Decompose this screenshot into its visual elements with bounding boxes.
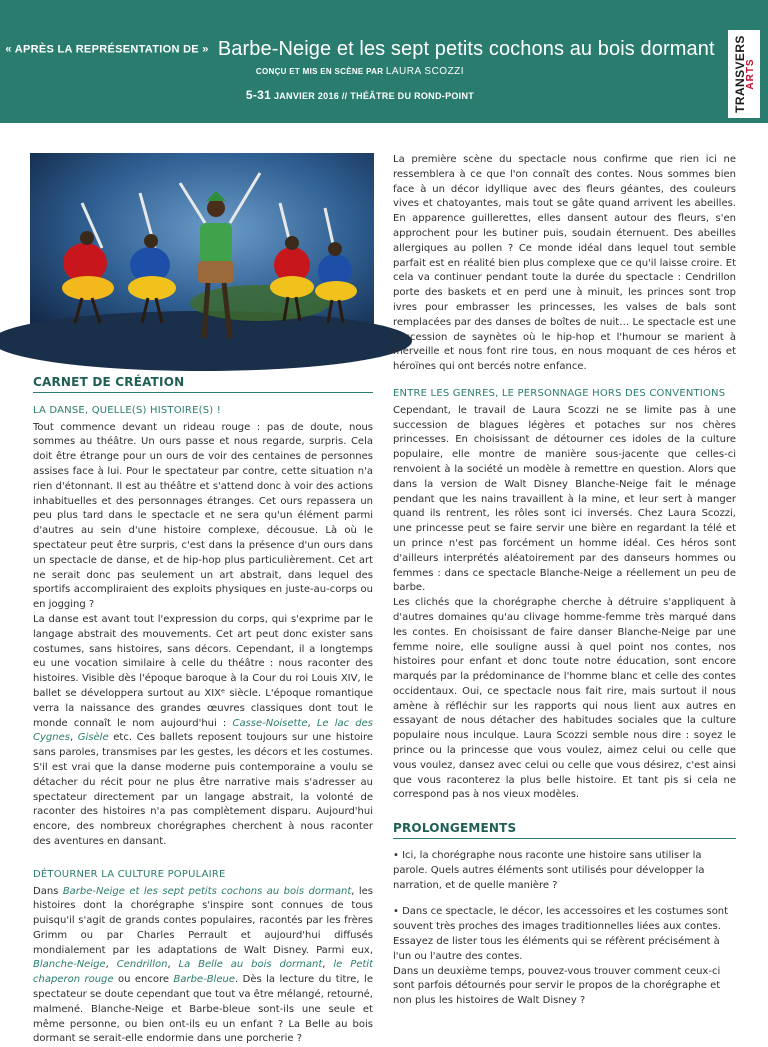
venue: JANVIER 2016 // THÉÂTRE DU ROND-POINT: [274, 91, 474, 101]
prolongement-item-2: • Dans ce spectacle, le décor, les accessoires et les costumes sont souvent très proches des images traditionnelles liées aux contes. Essayez de lister tous les éléments qui se réfèrent précisément à l'un ou l'autre des contes.: [393, 905, 736, 964]
title-line: [0, 38, 720, 61]
paragraph-genres-1: Cependant, le travail de Laura Scozzi ne se limite pas à une succession de blagues légères et potaches sur nos chères princesses. En choisissant de détourner ces idoles de la culture populaire, elle montre de manière sous-jacente que celles-ci renvoient à la société un modèle à remettre en question. Alors que dans la version de Walt Disney Blanche-Neige fait le ménage pendant que les nains travaillent à la mine, et leur sert à manger quand ils rentrent, les rôles sont ici inversés. Chez Laura Scozzi, une princesse peut se faire servir une bière en regardant la télé et un prince n'est pas forcément un homme idéal. Ces héros sont d'ailleurs interprétés aléatoirement par des danseurs hommes ou femmes : dans ce spectacle Blanche-Neige a réellement un peu de barbe.: [393, 404, 736, 596]
carnet-title: CARNET DE CRÉATION: [33, 375, 373, 393]
logo-text-top: TRANSVERS: [734, 35, 746, 113]
work-title: Barbe-Neige et les sept petits cochons au bois dormant: [63, 886, 351, 897]
subheading-danse: LA DANSE, QUELLE(S) HISTOIRE(S) !: [33, 404, 373, 419]
subheading-culture: DÉTOURNER LA CULTURE POPULAIRE: [33, 868, 373, 883]
title-prefix: « APRÈS LA REPRÉSENTATION DE »: [5, 44, 208, 56]
prolongements-list: [393, 849, 736, 1009]
work-title: Cendrillon: [117, 959, 168, 970]
paragraph-intro: La première scène du spectacle nous confirme que rien ici ne ressemblera à ce que l'on connaît des contes. Nous sommes bien face à un décor idyllique avec des fleurs géantes, des couleurs vives et chatoyantes, mais tout se gâte quand arrivent les abeilles. En apparence guillerettes, elles dansent autour des fleurs, s'en approchent pour les butiner puis, soudain éternuent. Des abeilles allergiques au pollen ? Ce monde idéal dans lequel tout semble parfait est en réalité bien plus complexe que ce qu'il laisse croire. Et cela va continuer pendant toute la durée du spectacle : Cendrillon porte des baskets et en perd une à minuit, les princes sont trop ivres pour embrasser les princesses, les valses de bals sont remplacées par des danses de boîtes de nuit… Le spectacle est une succession de saynètes où le hip-hop et l'humour se marient à merveille et nous font rire tous, en nous moquant de ces héros et héroïnes qui ont bercés notre enfance.: [393, 153, 736, 375]
text-segment: etc. Ces ballets reposent toujours sur une histoire sans paroles, transmises par les gestes, les décors et les costumes. S'il est vrai que la danse moderne puis contemporaine a voulu se détacher du récit pour ne plus être narrative mais s'adresser au spectateur directement par un langage abstrait, la volonté de raconter des histoires n'a pas complètement disparu. Aujourd'hui encore, des nombreux chorégraphes cherchent à nous raconter des aventures en dansant.: [33, 732, 373, 847]
work-title: Le lac des Cygnes: [33, 718, 373, 744]
text-segment: , les histoires dont la chorégraphe s'inspire sont connues de tous puisqu'il s'agit de grands contes populaires, racontés par les frères Grimm ou par Charles Perrault et aujourd'hui diffusés mondialement par les adaptations de Walt Disney. Parmi eux,: [33, 886, 373, 956]
paragraph-danse-1: Tout commence devant un rideau rouge : pas de doute, nous sommes au théâtre. Un ours passe et nous regarde, surpris. Cela doit être étrange pour un ours de voir des centaines de personnes assises face à lui. Pour le spectateur par contre, cette situation n'a rien d'étonnant. Il est au théâtre et s'attend donc à voir des actions inhabituelles et des personnages étranges. Cet ours repassera un peu plus tard dans le spectacle et ne sera qu'un élément parmi d'autres au sein d'une histoire complexe, décousue. Là où le spectateur peut être surpris, c'est dans la présence d'un ours dans un spectacle de danse, et de hip-hop plus particulièrement. Cet art ne serait donc pas seulement un art abstrait, dans lequel des sportifs accompliraient des exploits physiques en juste-au-corps ou en jogging ?: [33, 421, 373, 613]
dates: 5-31: [246, 88, 271, 102]
work-title: le Petit chaperon rouge: [33, 959, 373, 985]
text-segment: La danse est avant tout l'expression du corps, qui s'exprime par le langage abstrait des mouvements. Cet art peut donc exister sans costumes, sans histoires, sans décors. Cependant, il a longtemps eu une vocation similaire à celle du théâtre : nous raconter des histoires. Visible dès l'époque baroque à la Cour du roi Louis XIV, le ballet se développera surtout au XIXᵉ siècle. L'époque romantique verra la naissance des grandes œuvres classiques dont tout le monde connaît le nom aujourd'hui :: [33, 614, 373, 729]
credit-line: [0, 66, 720, 77]
logo-text-bottom: ARTS: [746, 35, 756, 113]
performance-photo: [30, 153, 374, 355]
transversarts-logo: [728, 30, 760, 118]
text-segment: Dans: [33, 886, 63, 897]
prolongements-title: PROLONGEMENTS: [393, 821, 736, 839]
work-title: Casse-Noisette: [232, 718, 307, 729]
prolongement-item-1: • Ici, la chorégraphe nous raconte une histoire sans utiliser la parole. Quels autres éléments sont utilisés pour développer la narration, et de quelle manière ?: [393, 849, 736, 893]
paragraph-culture: Dans Barbe-Neige et les sept petits cochons au bois dormant, les histoires dont la chorégraphe s'inspire sont connues de tous puisqu'il s'agit de grands contes populaires, racontés par les frères Grimm ou par Charles Perrault et aujourd'hui diffusés mondialement par les adaptations de Walt Disney. Parmi eux, Blanche-Neige, Cendrillon, La Belle au bois dormant, le Petit chaperon rouge ou encore Barbe-Bleue. Dès la lecture du titre, le spectateur se doute cependant que tout va être mélangé, retourné, malmené. Blanche-Neige et Barbe-bleue sont-ils une seule et même personne, ou bien ont-ils eu un enfant ? La Belle au bois dormant se serait-elle endormie dans une porcherie ?: [33, 885, 373, 1047]
work-title: Barbe-Bleue: [173, 974, 235, 985]
subheading-genres: ENTRE LES GENRES, LE PERSONNAGE HORS DES CONVENTIONS: [393, 387, 736, 402]
date-line: [0, 88, 720, 102]
work-title: Blanche-Neige: [33, 959, 106, 970]
prolongement-item-3: Dans un deuxième temps, pouvez-vous trouver comment ceux-ci sont parfois détournés pour servir le propos de la chorégraphe et non plus les histoires de Walt Disney ?: [393, 965, 736, 1009]
credit-name: LAURA SCOZZI: [386, 66, 464, 77]
paragraph-danse-2: La danse est avant tout l'expression du corps, qui s'exprime par le langage abstrait des mouvements. Cet art peut donc exister sans costumes, sans histoires, sans décors. Cependant, il a longtemps eu une vocation similaire à celle du théâtre : nous raconter des histoires. Visible dès l'époque baroque à la Cour du roi Louis XIV, le ballet se développera surtout au XIXᵉ siècle. L'époque romantique verra la naissance des grandes œuvres classiques dont tout le monde connaît le nom aujourd'hui : Casse-Noisette, Le lac des Cygnes, Gisèle etc. Ces ballets reposent toujours sur une histoire sans paroles, transmises par les gestes, les décors et les costumes. S'il est vrai que la danse moderne puis contemporaine a voulu se détacher du récit pour ne plus être narrative mais s'adresser au spectateur directement par un langage abstrait, la volonté de raconter des histoires n'a pas complètement disparu. Aujourd'hui encore, des nombreux chorégraphes cherchent à nous raconter des aventures en dansant.: [33, 613, 373, 850]
credit-label: CONÇU ET MIS EN SCÈNE PAR: [256, 67, 383, 76]
right-column: [393, 153, 736, 1009]
show-title: Barbe-Neige et les sept petits cochons au bois dormant: [218, 38, 715, 60]
performance-photo-illustration: [30, 153, 374, 355]
header-banner: [0, 0, 768, 123]
paragraph-genres-2: Les clichés que la chorégraphe cherche à détruire s'appliquent à d'autres domaines qu'au clivage homme-femme très marqué dans les contes. En choisissant de faire danser Blanche-Neige par une femme noire, elle souligne aussi à quel point nos contes, nos histoires pour enfant et donc toute notre éducation, sont encore marqués par la prédominance de l'homme blanc et celle des contes occidentaux. Oui, ce spectacle nous fait rire, mais surtout il nous amène à réfléchir sur les rapports qui nous lient aux autres en essayant de nous détacher des habitudes sociales que la culture populaire nous inculque. Laura Scozzi semble nous dire : soyez le prince ou la princesse que vous voulez, aimez celui ou celle que vous voulez, dansez avec celui ou celle que vous désirez, c'est ainsi que vous raconterez la plus belle histoire. Et tant pis si cela ne correspond pas à nos vieux modèles.: [393, 596, 736, 803]
text-segment: Dès la lecture du titre, le spectateur se doute cependant que tout va être mélangé, retourné, malmené. Blanche-Neige et Barbe-bleue sont-ils une seule et même personne, ou bien ont-ils eu un enfant ? La Belle au bois dormant se serait-elle endormie dans une porcherie ?: [33, 974, 373, 1044]
work-title: Gisèle: [78, 732, 109, 743]
work-title: La Belle au bois dormant: [179, 959, 323, 970]
left-column: [33, 375, 373, 1047]
